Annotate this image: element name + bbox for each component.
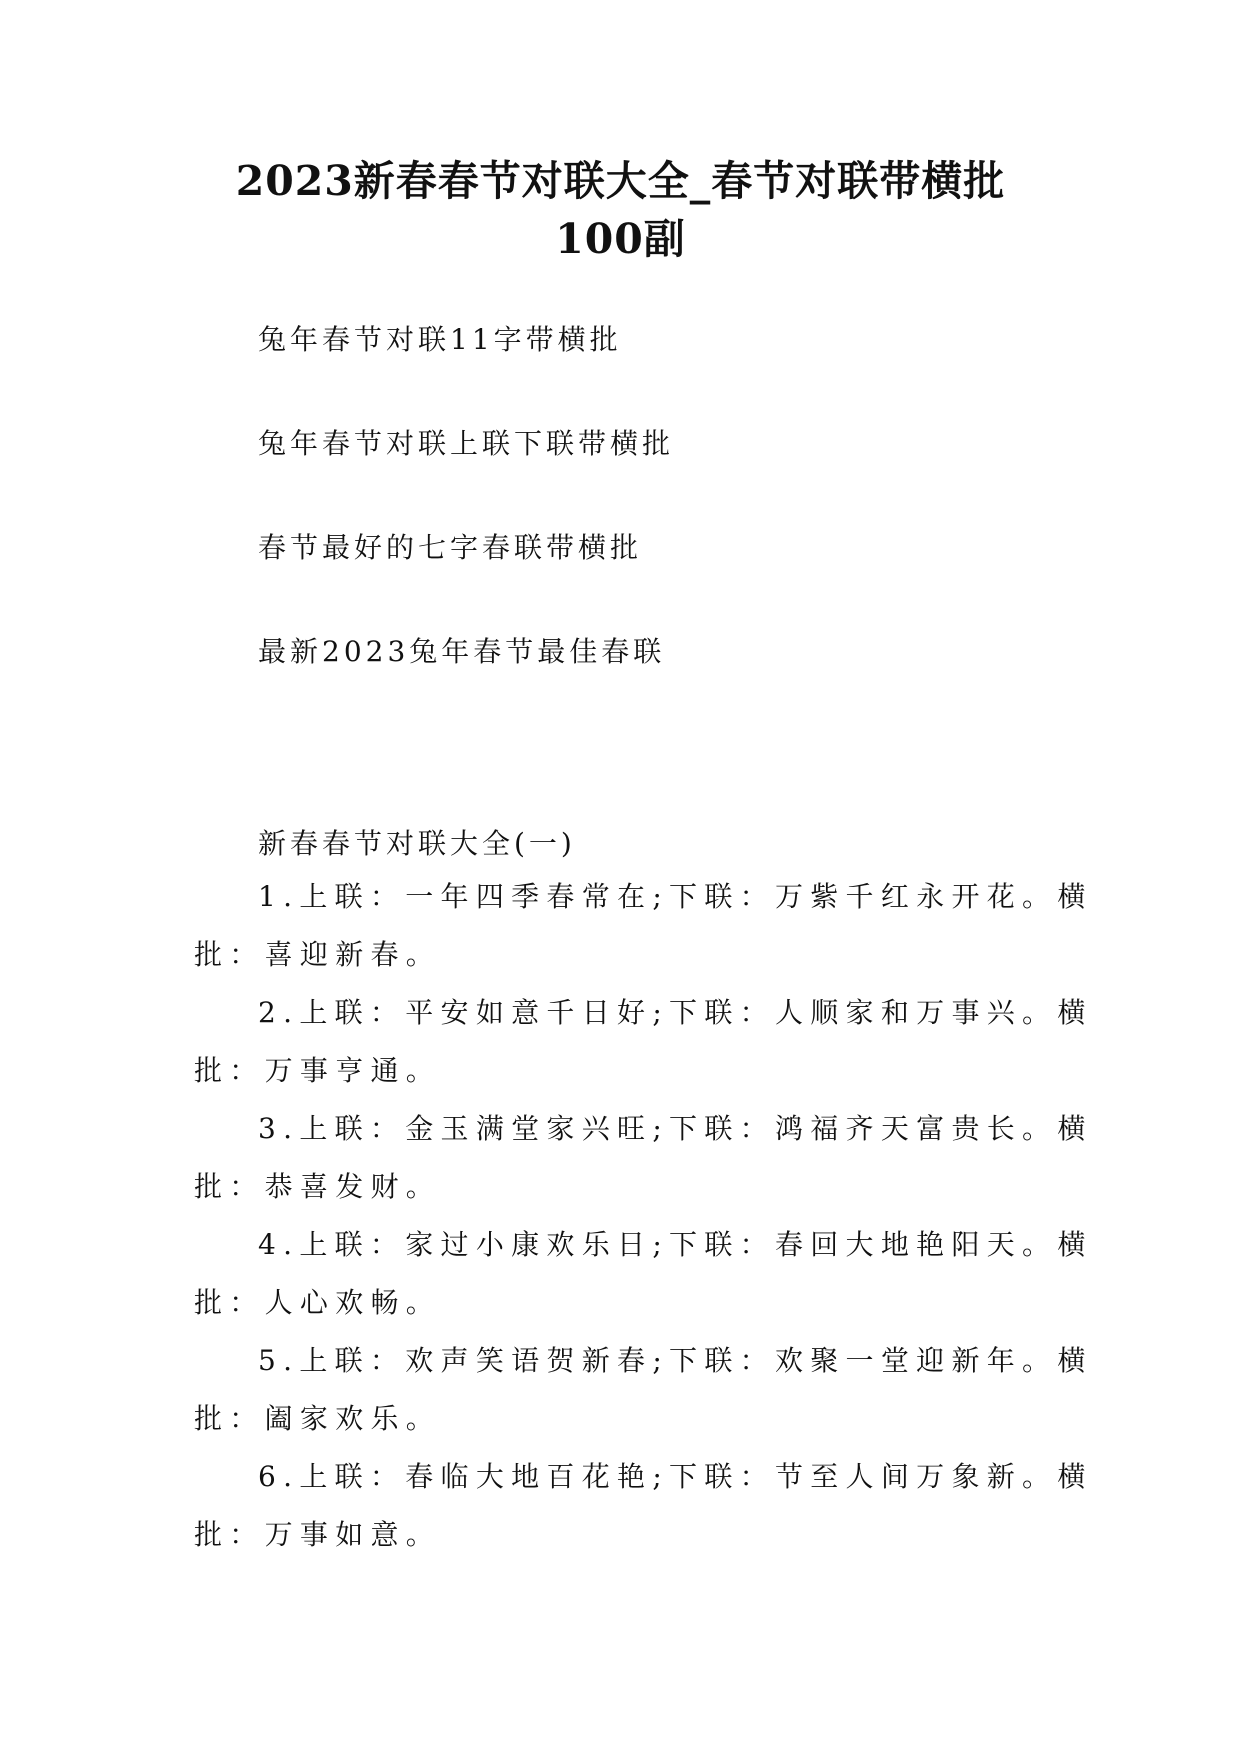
couplet-line: 5.上联：欢声笑语贺新春;下联：欢聚一堂迎新年。横 [258, 1344, 1093, 1377]
couplet-line: 批：万事亨通。 [194, 1054, 442, 1087]
couplet-line: 批：万事如意。 [194, 1518, 442, 1551]
couplet-item [194, 1448, 1093, 1564]
title-line-2: 100副 [555, 215, 686, 263]
couplet-item [194, 1216, 1093, 1332]
related-link-4[interactable]: 最新2023兔年春节最佳春联 [258, 635, 666, 668]
couplet-line: 批：喜迎新春。 [194, 938, 442, 971]
couplet-line: 4.上联：家过小康欢乐日;下联：春回大地艳阳天。横 [258, 1228, 1093, 1261]
couplet-line: 批：恭喜发财。 [194, 1170, 442, 1203]
couplet-item [194, 868, 1093, 984]
couplet-line: 3.上联：金玉满堂家兴旺;下联：鸿福齐天富贵长。横 [258, 1112, 1093, 1145]
couplet-line: 6.上联：春临大地百花艳;下联：节至人间万象新。横 [258, 1460, 1093, 1493]
section-heading: 新春春节对联大全(一) [258, 827, 576, 860]
related-link-2[interactable]: 兔年春节对联上联下联带横批 [258, 427, 675, 460]
couplet-item [194, 984, 1093, 1100]
couplet-item [194, 1100, 1093, 1216]
couplet-line: 2.上联：平安如意千日好;下联：人顺家和万事兴。横 [258, 996, 1093, 1029]
couplet-line: 批：人心欢畅。 [194, 1286, 442, 1319]
related-link-1[interactable]: 兔年春节对联11字带横批 [258, 323, 622, 356]
couplet-line: 1.上联：一年四季春常在;下联：万紫千红永开花。横 [258, 880, 1093, 913]
title-line-1: 2023新春春节对联大全_春节对联带横批 [235, 157, 1006, 205]
couplet-item [194, 1332, 1093, 1448]
related-link-3[interactable]: 春节最好的七字春联带横批 [258, 531, 643, 564]
couplet-line: 批：阖家欢乐。 [194, 1402, 442, 1435]
page-title [150, 152, 1091, 268]
